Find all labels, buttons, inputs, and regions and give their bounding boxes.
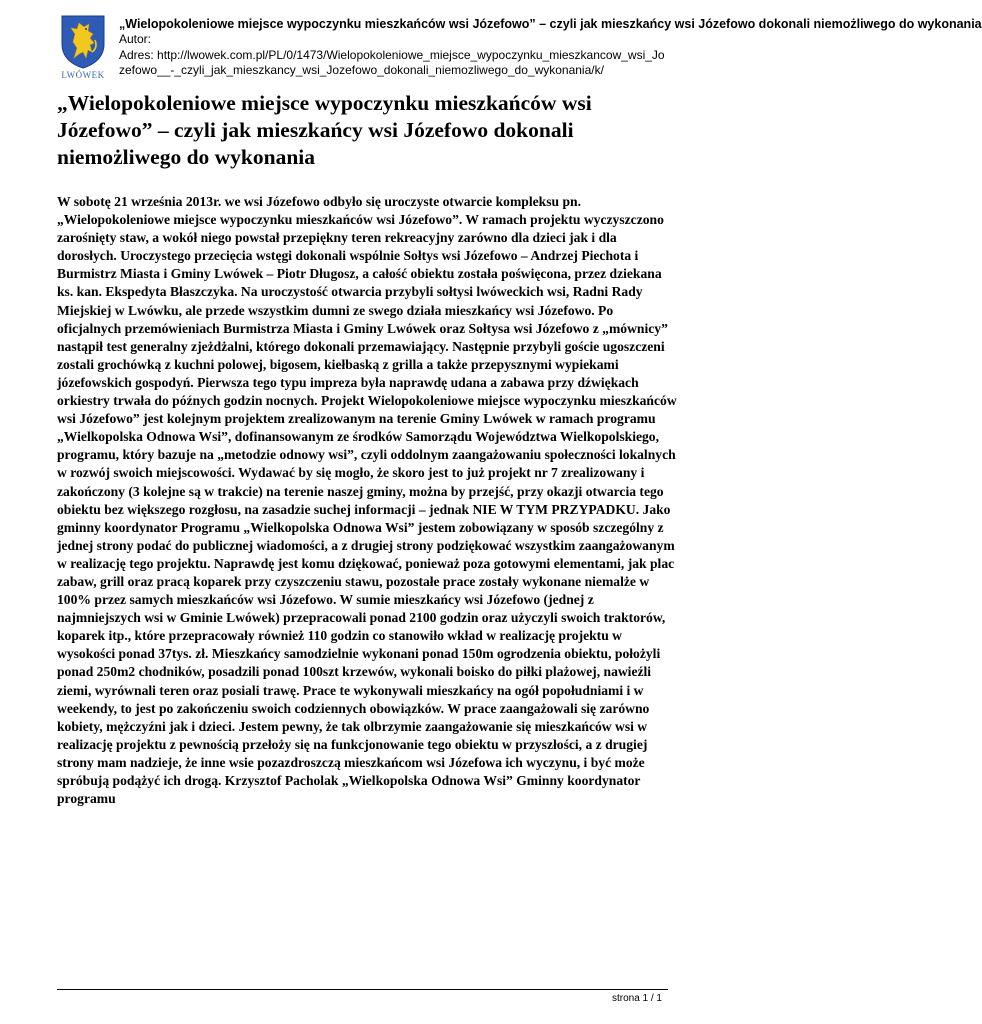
lion-coat-of-arms-icon	[57, 14, 109, 70]
footer-divider	[57, 989, 668, 990]
header-text	[119, 16, 982, 79]
address-line-1[interactable]: Adres: http://lwowek.com.pl/PL/0/1473/Wielopokoleniowe_miejsce_wypoczynku_mieszkancow_wsi_Jo	[119, 47, 665, 62]
header-title: „Wielopokoleniowe miejsce wypoczynku mieszkańców wsi Józefowo” – czyli jak mieszkańcy wsi Józefowo dokonali niemożliwego do wykonania	[119, 17, 982, 31]
article-body: W sobotę 21 września 2013r. we wsi Józefowo odbyło się uroczyste otwarcie kompleksu pn. „Wielopokoleniowe miejsce wypoczynku mieszkańców wsi Józefowo”. W ramach projektu wyczyszczono zarośnięty staw, a wokół niego powstał przepiękny teren rekreacyjny zarówno dla dzieci jak i dla dorosłych. Uroczystego przecięcia wstęgi dokonali wspólnie Sołtys wsi Józefowo – Andrzej Piechota i Burmistrz Miasta i Gminy Lwówek – Piotr Długosz, a całość obiektu została poświęcona, przez dziekana ks. kan. Ekspedyta Błaszczyka. Na uroczystość otwarcia przybyli sołtysi lwóweckich wsi, Radni Rady Miejskiej w Lwówku, ale przede wszystkim dumni ze swego działa mieszkańcy wsi Józefowo. Po oficjalnych przemówieniach Burmistrza Miasta i Gminy Lwówek oraz Sołtysa wsi Józefowo z „mównicy” nastąpił test generalny zjeżdżalni, którego dokonali przemawiający. Następnie przybyli goście ugoszczeni zostali grochówką z kuchni polowej, bigosem, kiełbaską z grilla a także przepysznymi wypiekami józefowskich gospodyń. Pierwsza tego typu impreza była naprawdę udana a zabawa przy dźwiękach orkiestry trwała do późnych godzin nocnych. Projekt Wielopokoleniowe miejsce wypoczynku mieszkańców wsi Józefowo” jest kolejnym projektem zrealizowanym na terenie Gminy Lwówek w ramach programu „Wielkopolska Odnowa Wsi”, dofinansowanym ze środków Samorządu Województwa Wielkopolskiego, programu, który bazuje na „metodzie odnowy wsi”, czyli oddolnym zaangażowaniu społeczności lokalnych w rozwój swoich miejscowości. Wydawać by się mogło, że skoro jest to już projekt nr 7 zrealizowany i zakończony (3 kolejne są w trakcie) na terenie naszej gminy, można by przejść, przy okazji otwarcia tego obiektu bez większego rozgłosu, na zasadzie suchej informacji – jednak NIE W TYM PRZYPADKU. Jako gminny koordynator Programu „Wielkopolska Odnowa Wsi” jestem zobowiązany w sposób szczególny z jednej strony podać do publicznej wiadomości, a z drugiej strony podziękować wszystkim zaangażowanym w realizację tego projektu. Naprawdę jest komu dziękować, ponieważ poza gotowymi elementami, jak plac zabaw, grill oraz pracą koparek przy czyszczeniu stawu, pozostałe prace zostały wykonane niemalże w 100% przez samych mieszkańców wsi Józefowo. W sumie mieszkańcy wsi Józefowo (jednej z najmniejszych wsi w Gminie Lwówek) przepracowali ponad 2100 godzin oraz użyczyli swoich traktorów, koparek itp., które przepracowały również 110 godzin co stanowiło wkład w realizację projektu w wysokości ponad 37tys. zł. Mieszkańcy samodzielnie wykonani ponad 150m ogrodzenia obiektu, położyli ponad 250m2 chodników, posadzili ponad 100szt krzewów, wykonali boisko do piłki plażowej, nawieźli ziemi, wyrównali teren oraz posiali trawę. Prace te wykonywali mieszkańcy na ogół popołudniami i w weekendy, to jest po zakończeniu swoich codziennych obowiązków. W prace zaangażowali się zarówno kobiety, mężczyźni jak i dzieci. Jestem pewny, że tak olbrzymie zaangażowanie się mieszkańców wsi w realizację projektu z pewnością przełoży się na funkcjonowanie tego obiektu w przyszłości, a z drugiej strony mam nadzieje, że inne wsie pozazdroszczą mieszkańcom wsi Józefowa ich wyczynu, i być może spróbują podążyć ich drogą. Krzysztof Pacholak „Wielkopolska Odnowa Wsi” Gminny koordynator programu	[57, 194, 677, 807]
author-label: Autor:	[119, 32, 152, 46]
address-line-2[interactable]: zefowo__-_czyli_jak_mieszkancy_wsi_Jozefowo_dokonali_niemozliwego_do_wykonania/k/	[119, 63, 604, 77]
article-title: „Wielopokoleniowe miejsce wypoczynku mieszkańców wsi Józefowo” – czyli jak mieszkańcy wsi Józefowo dokonali niemożliwego do wykonania	[57, 91, 592, 169]
page-number: strona 1 / 1	[611, 993, 662, 1004]
logo-label: LWÓWEK	[61, 70, 105, 80]
page-header	[57, 14, 982, 84]
lwowek-coat-of-arms-logo	[57, 14, 109, 80]
